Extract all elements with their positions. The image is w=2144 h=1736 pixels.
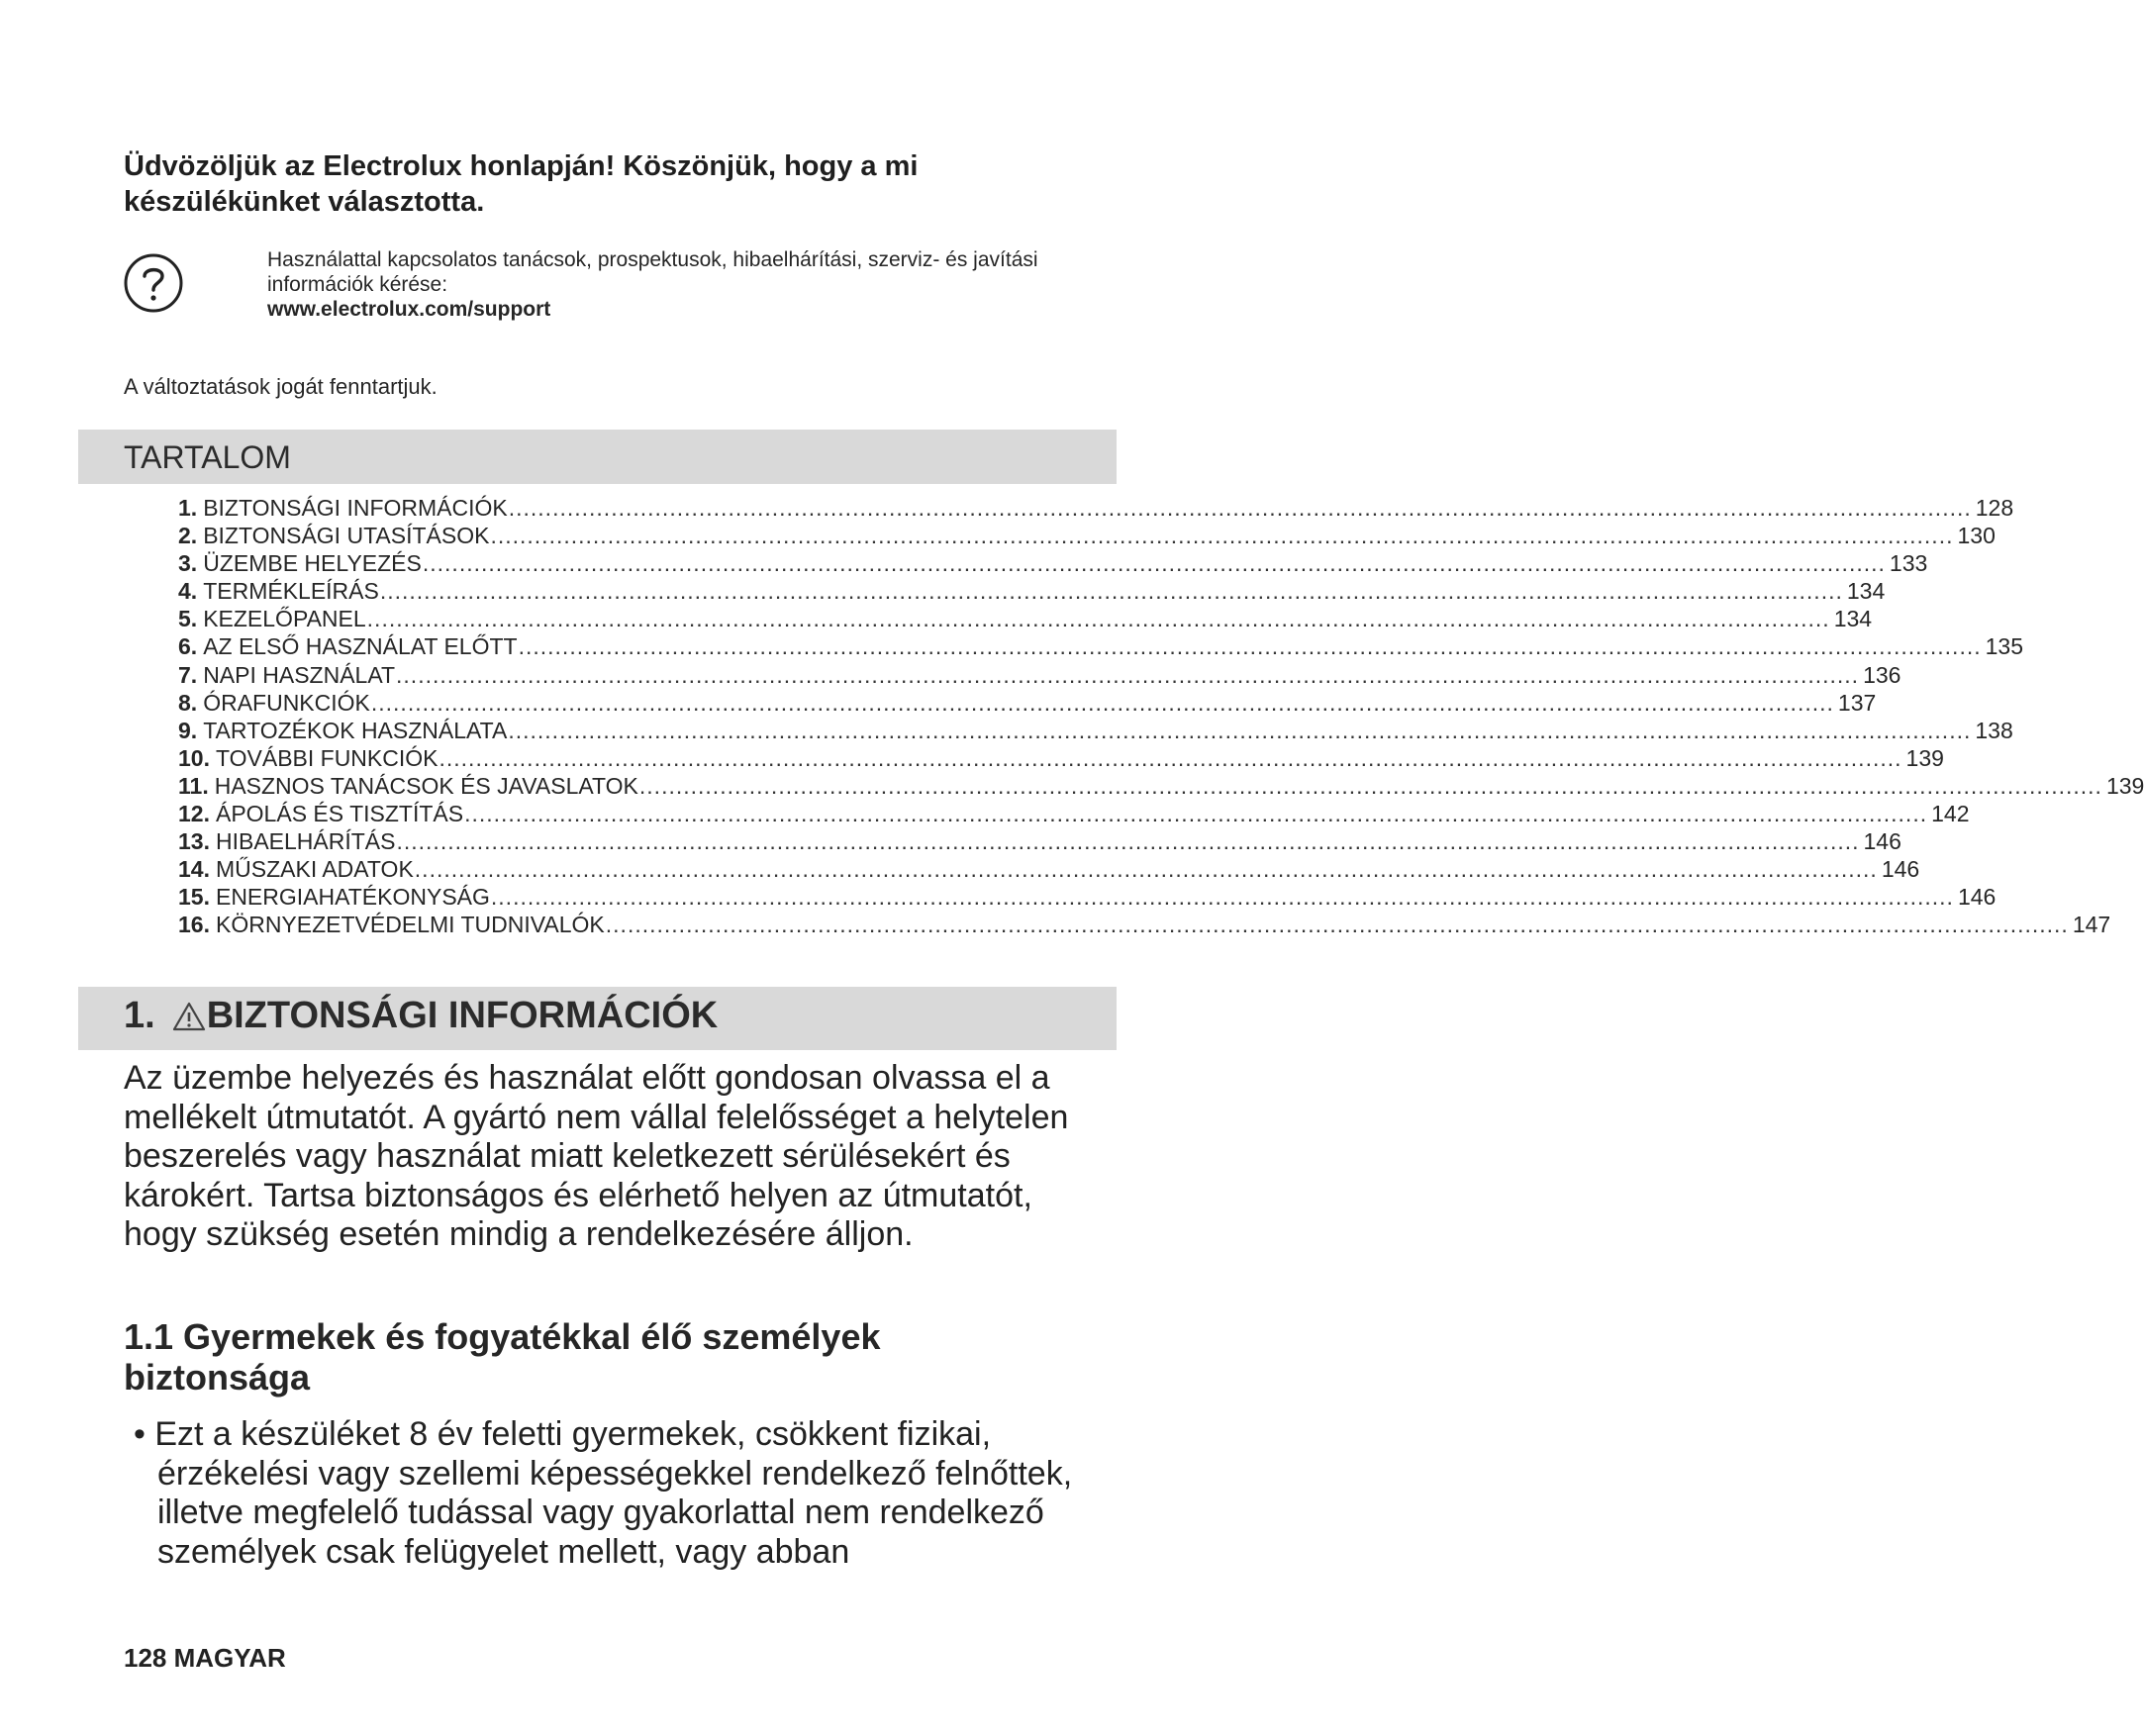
toc-item[interactable] xyxy=(178,495,2014,523)
page-footer: 128 MAGYAR xyxy=(124,1643,286,1673)
toc-item-title: ÓRAFUNKCIÓK xyxy=(203,689,370,716)
section-number: 1. xyxy=(124,995,155,1036)
toc-item[interactable] xyxy=(178,828,1901,856)
toc-leader-dots: ........................................................................................................................................................................................................ xyxy=(370,689,1834,716)
toc-leader-dots: ........................................................................................................................................................................................................ xyxy=(464,801,1928,827)
bullet-item: • Ezt a készüléket 8 év feletti gyermekek, csökkent fizikai, érzékelési vagy szellemi képességekkel rendelkező felnőttek, illetve megfelelő tudással vagy gyakorlattal nem rendelkező személyek csak felügyelet mellett, vagy abban xyxy=(134,1415,1073,1571)
intro-paragraph: Az üzembe helyezés és használat előtt gondosan olvassa el a mellékelt útmutatót. A gyártó nem vállal felelősséget a helytelen beszerelés vagy használat miatt keletkezett sérülésekért és károkért. Tartsa biztonságos és elérhető helyen az útmutatót, hogy szükség esetén mindig a rendelkezésére álljon. xyxy=(124,1059,1069,1253)
toc-item[interactable] xyxy=(178,744,1944,773)
help-question-icon xyxy=(123,252,184,314)
toc-item[interactable] xyxy=(178,689,1877,718)
toc-leader-dots: ........................................................................................................................................................................................................ xyxy=(414,856,1878,883)
toc-item-page: 139 xyxy=(2105,772,2144,799)
toc-item-title: BIZTONSÁGI UTASÍTÁSOK xyxy=(203,523,490,549)
toc-item[interactable] xyxy=(178,633,2023,661)
toc-leader-dots: ........................................................................................................................................................................................................ xyxy=(508,495,1972,521)
toc-item[interactable] xyxy=(178,606,1873,633)
toc-leader-dots: ........................................................................................................................................................................................................ xyxy=(490,884,1954,911)
toc-item[interactable] xyxy=(178,856,1920,884)
section-1-heading xyxy=(124,995,718,1037)
toc-item-title: TOVÁBBI FUNKCIÓK xyxy=(215,744,439,771)
toc-item[interactable] xyxy=(178,801,1970,828)
toc-item-number: 8. xyxy=(178,689,198,716)
toc-item-page: 136 xyxy=(1863,661,1901,688)
toc-item-page: 142 xyxy=(1931,801,1970,827)
toc-item-page: 128 xyxy=(1975,495,2014,521)
toc-title: TARTALOM xyxy=(124,439,291,475)
toc-item-title: ENERGIAHATÉKONYSÁG xyxy=(215,884,490,911)
toc-item-page: 134 xyxy=(1833,606,1873,632)
support-info xyxy=(267,247,1128,322)
toc-item-number: 11. xyxy=(178,772,209,799)
toc-item-page: 146 xyxy=(1957,884,1997,911)
toc-item-number: 14. xyxy=(178,856,210,883)
support-link[interactable]: www.electrolux.com/support xyxy=(267,298,551,321)
toc-item[interactable] xyxy=(178,661,1901,690)
toc-item[interactable] xyxy=(178,717,2013,745)
table-of-contents xyxy=(178,495,2144,940)
warning-triangle-icon xyxy=(171,1001,207,1032)
toc-item-page: 139 xyxy=(1905,744,1944,771)
toc-item[interactable] xyxy=(178,884,1997,912)
toc-item-number: 12. xyxy=(178,801,210,827)
toc-item-number: 16. xyxy=(178,912,210,938)
toc-item[interactable] xyxy=(178,523,1996,550)
toc-leader-dots: ........................................................................................................................................................................................................ xyxy=(638,772,2102,799)
toc-item-page: 135 xyxy=(1985,633,2023,660)
toc-leader-dots: ........................................................................................................................................................................................................ xyxy=(508,717,1972,743)
toc-item-number: 15. xyxy=(178,884,210,911)
toc-item-number: 2. xyxy=(178,523,198,549)
toc-item-page: 146 xyxy=(1863,828,1901,855)
toc-item-page: 138 xyxy=(1975,717,2013,743)
toc-item-title: MŰSZAKI ADATOK xyxy=(215,856,414,883)
subsection-heading: 1.1 Gyermekek és fogyatékkal élő személyek biztonsága xyxy=(124,1316,881,1398)
toc-leader-dots: ........................................................................................................................................................................................................ xyxy=(396,661,1860,688)
toc-leader-dots: ........................................................................................................................................................................................................ xyxy=(396,828,1860,855)
toc-leader-dots: ........................................................................................................................................................................................................ xyxy=(422,550,1886,577)
toc-item-number: 7. xyxy=(178,661,198,688)
toc-item-title: KÖRNYEZETVÉDELMI TUDNIVALÓK xyxy=(215,912,605,938)
rights-reserved-notice: A változtatások jogát fenntartjuk. xyxy=(124,374,438,399)
toc-item-page: 134 xyxy=(1846,578,1886,605)
toc-item-number: 4. xyxy=(178,578,198,605)
toc-item-title: KEZELŐPANEL xyxy=(203,606,366,632)
toc-leader-dots: ........................................................................................................................................................................................................ xyxy=(379,578,1843,605)
toc-item-title: AZ ELSŐ HASZNÁLAT ELŐTT xyxy=(203,633,518,660)
toc-item-title: HASZNOS TANÁCSOK ÉS JAVASLATOK xyxy=(214,772,638,799)
toc-item-title: ÁPOLÁS ÉS TISZTÍTÁS xyxy=(215,801,464,827)
toc-leader-dots: ........................................................................................................................................................................................................ xyxy=(605,912,2069,938)
toc-leader-dots: ........................................................................................................................................................................................................ xyxy=(490,523,1954,549)
toc-item-number: 5. xyxy=(178,606,198,632)
toc-item-title: ÜZEMBE HELYEZÉS xyxy=(203,550,422,577)
toc-leader-dots: ........................................................................................................................................................................................................ xyxy=(439,744,1902,771)
toc-item-number: 3. xyxy=(178,550,198,577)
support-text: Használattal kapcsolatos tanácsok, prospektusok, hibaelhárítási, szerviz- és javítási információk kérése: xyxy=(267,248,1038,296)
toc-leader-dots: ........................................................................................................................................................................................................ xyxy=(518,633,1982,660)
toc-leader-dots: ........................................................................................................................................................................................................ xyxy=(366,606,1830,632)
toc-item-title: NAPI HASZNÁLAT xyxy=(203,661,396,688)
toc-item[interactable] xyxy=(178,578,1886,606)
toc-item-page: 146 xyxy=(1881,856,1920,883)
toc-item[interactable] xyxy=(178,912,2111,939)
toc-item[interactable] xyxy=(178,550,1928,578)
toc-item-page: 130 xyxy=(1957,523,1996,549)
toc-item-title: HIBAELHÁRÍTÁS xyxy=(215,828,396,855)
section-title: BIZTONSÁGI INFORMÁCIÓK xyxy=(206,995,719,1036)
toc-item-title: TERMÉKLEÍRÁS xyxy=(203,578,379,605)
toc-item-page: 133 xyxy=(1889,550,1928,577)
toc-item-number: 6. xyxy=(178,633,198,660)
toc-item-number: 13. xyxy=(178,828,210,855)
welcome-heading: Üdvözöljük az Electrolux honlapján! Köszönjük, hogy a mi készülékünket választotta. xyxy=(124,150,919,218)
toc-item-number: 9. xyxy=(178,717,198,743)
toc-item-number: 10. xyxy=(178,744,210,771)
toc-item-page: 147 xyxy=(2072,912,2111,938)
toc-item[interactable] xyxy=(178,772,2144,801)
toc-item-title: TARTOZÉKOK HASZNÁLATA xyxy=(203,717,508,743)
toc-item-title: BIZTONSÁGI INFORMÁCIÓK xyxy=(203,495,508,521)
toc-item-number: 1. xyxy=(178,495,198,521)
toc-item-page: 137 xyxy=(1837,689,1877,716)
